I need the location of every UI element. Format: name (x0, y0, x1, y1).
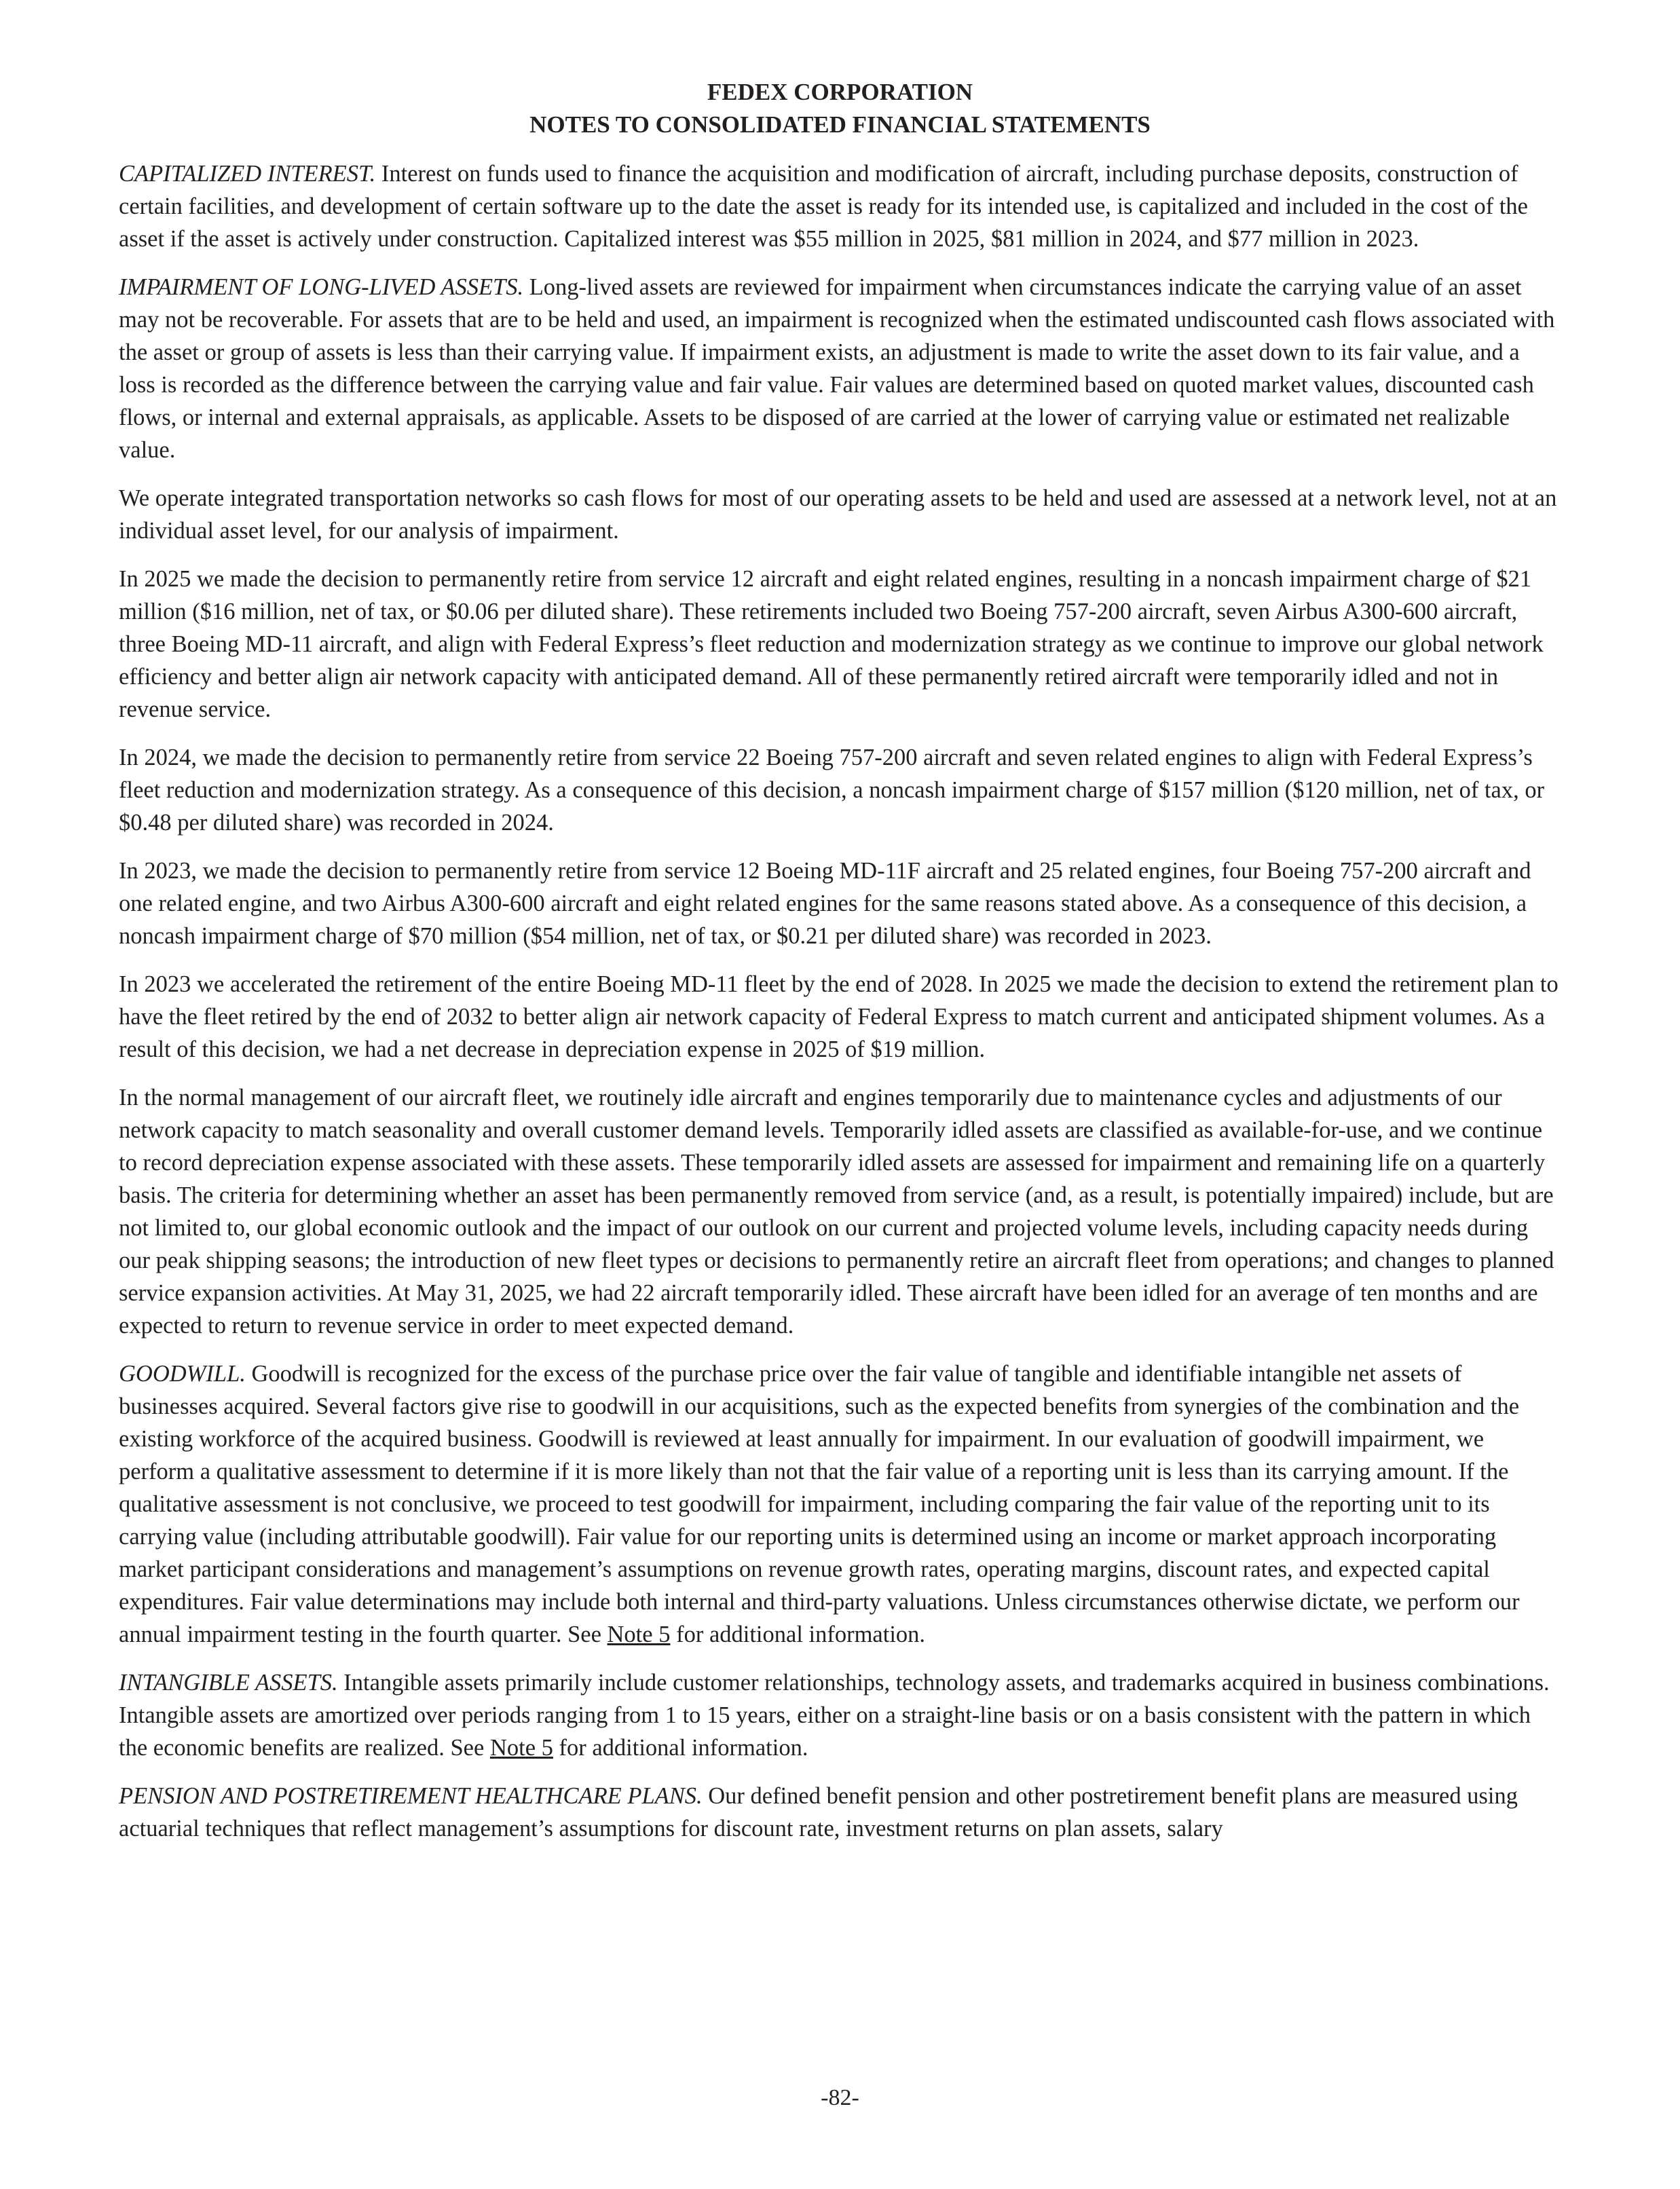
retirement-2023-paragraph: In 2023, we made the decision to permanently retire from service 12 Boeing MD-11F aircraft and 25 related engines, four Boeing 757-200 aircraft and one related engine, and two Airbus A300-600 aircraft and eight related engines for the same reasons stated above. As a consequence of this decision, a noncash impairment charge of $70 million ($54 million, net of tax, or $0.21 per diluted share) was recorded in 2023. (119, 858, 1531, 949)
paragraph-heading: CAPITALIZED INTEREST. (119, 161, 376, 187)
retirement-2024-paragraph: In 2024, we made the decision to permanently retire from service 22 Boeing 757-200 aircraft and seven related engines to align with Federal Express’s fleet reduction and modernization strategy. As a consequence of this decision, a noncash impairment charge of $157 million ($120 million, net of tax, or $0.48 per diluted share) was recorded in 2024. (119, 745, 1545, 836)
paragraph-tail: for additional information. (670, 1622, 926, 1647)
notes-body (119, 157, 1561, 1845)
pension-paragraph (119, 1780, 1561, 1845)
paragraph-text: Intangible assets primarily include customer relationships, technology assets, and trademarks acquired in business combinations. Intangible assets are amortized over periods ranging from 1 to 15 years, either on a straight-line basis or on a basis consistent with the pattern in which the economic benefits are realized. See (119, 1670, 1550, 1761)
page-header (119, 76, 1561, 141)
paragraph-heading: PENSION AND POSTRETIREMENT HEALTHCARE PLANS. (119, 1783, 703, 1809)
paragraph-heading: GOODWILL. (119, 1361, 246, 1387)
document-page (119, 76, 1561, 1860)
intangible-assets-paragraph (119, 1666, 1561, 1764)
paragraph-heading: IMPAIRMENT OF LONG-LIVED ASSETS. (119, 274, 524, 300)
paragraph-heading: INTANGIBLE ASSETS. (119, 1670, 338, 1696)
paragraph-text: Long-lived assets are reviewed for impairment when circumstances indicate the carrying value of an asset may not be recoverable. For assets that are to be held and used, an impairment is recognized when the estimated undiscounted cash flows associated with the asset or group of assets is less than their carrying value. If impairment exists, an adjustment is made to write the asset down to its fair value, and a loss is recorded as the difference between the carrying value and fair value. Fair values are determined based on quoted market values, discounted cash flows, or internal and external appraisals, as applicable. Assets to be disposed of are carried at the lower of carrying value or estimated net realizable value. (119, 274, 1555, 463)
paragraph-text: Interest on funds used to finance the acquisition and modification of aircraft, including purchase deposits, construction of certain facilities, and development of certain software up to the date the asset is ready for its intended use, is capitalized and included in the cost of the asset if the asset is actively under construction. Capitalized interest was $55 million in 2025, $81 million in 2024, and $77 million in 2023. (119, 161, 1528, 252)
company-name: FEDEX CORPORATION (707, 79, 973, 105)
goodwill-paragraph (119, 1358, 1561, 1651)
network-impairment-paragraph: We operate integrated transportation networks so cash flows for most of our operating assets to be held and used are assessed at a network level, not at an individual asset level, for our analysis of impairment. (119, 485, 1557, 544)
md11-fleet-paragraph: In 2023 we accelerated the retirement of the entire Boeing MD-11 fleet by the end of 2028. In 2025 we made the decision to extend the retirement plan to have the fleet retired by the end of 2032 to better align air network capacity of Federal Express to match current and anticipated shipment volumes. As a result of this decision, we had a net decrease in depreciation expense in 2025 of $19 million. (119, 971, 1558, 1062)
capitalized-interest-paragraph (119, 157, 1561, 255)
paragraph-text: Goodwill is recognized for the excess of the purchase price over the fair value of tangible and identifiable intangible net assets of businesses acquired. Several factors give rise to goodwill in our acquisitions, such as the expected benefits from synergies of the combination and the existing workforce of the acquired business. Goodwill is reviewed at least annually for impairment. In our evaluation of goodwill impairment, we perform a qualitative assessment to determine if it is more likely than not that the fair value of a reporting unit is less than its carrying amount. If the qualitative assessment is not conclusive, we proceed to test goodwill for impairment, including comparing the fair value of the reporting unit to its carrying value (including attributable goodwill). Fair value for our reporting units is determined using an income or market approach incorporating market participant considerations and management’s assumptions on revenue growth rates, operating margins, discount rates, and expected capital expenditures. Fair value determinations may include both internal and third-party valuations. Unless circumstances otherwise dictate, we perform our annual impairment testing in the fourth quarter. See (119, 1361, 1520, 1647)
impairment-paragraph (119, 271, 1561, 466)
retirement-2025-paragraph: In 2025 we made the decision to permanently retire from service 12 aircraft and eight related engines, resulting in a noncash impairment charge of $21 million ($16 million, net of tax, or $0.06 per diluted share). These retirements included two Boeing 757-200 aircraft, seven Airbus A300-600 aircraft, three Boeing MD-11 aircraft, and align with Federal Express’s fleet reduction and modernization strategy as we continue to improve our global network efficiency and better align air network capacity with anticipated demand. All of these permanently retired aircraft were temporarily idled and not in revenue service. (119, 566, 1544, 722)
note-5-link[interactable]: Note 5 (607, 1622, 671, 1647)
page-number: -82- (821, 2085, 859, 2110)
section-title: NOTES TO CONSOLIDATED FINANCIAL STATEMENTS (529, 111, 1151, 138)
note-5-link[interactable]: Note 5 (489, 1735, 553, 1761)
paragraph-tail: for additional information. (553, 1735, 808, 1761)
paragraph-text: Our defined benefit pension and other postretirement benefit plans are measured using actuarial techniques that reflect management’s assumptions for discount rate, investment returns on plan assets, salary (119, 1783, 1518, 1841)
idle-aircraft-paragraph: In the normal management of our aircraft fleet, we routinely idle aircraft and engines temporarily due to maintenance cycles and adjustments of our network capacity to match seasonality and overall customer demand levels. Temporarily idled assets are classified as available-for-use, and we continue to record depreciation expense associated with these assets. These temporarily idled assets are assessed for impairment and remaining life on a quarterly basis. The criteria for determining whether an asset has been permanently removed from service (and, as a result, is potentially impaired) include, but are not limited to, our global economic outlook and the impact of our outlook on our current and projected volume levels, including capacity needs during our peak shipping seasons; the introduction of new fleet types or decisions to permanently retire an aircraft fleet from operations; and changes to planned service expansion activities. At May 31, 2025, we had 22 aircraft temporarily idled. These aircraft have been idled for an average of ten months and are expected to return to revenue service in order to meet expected demand. (119, 1085, 1554, 1339)
